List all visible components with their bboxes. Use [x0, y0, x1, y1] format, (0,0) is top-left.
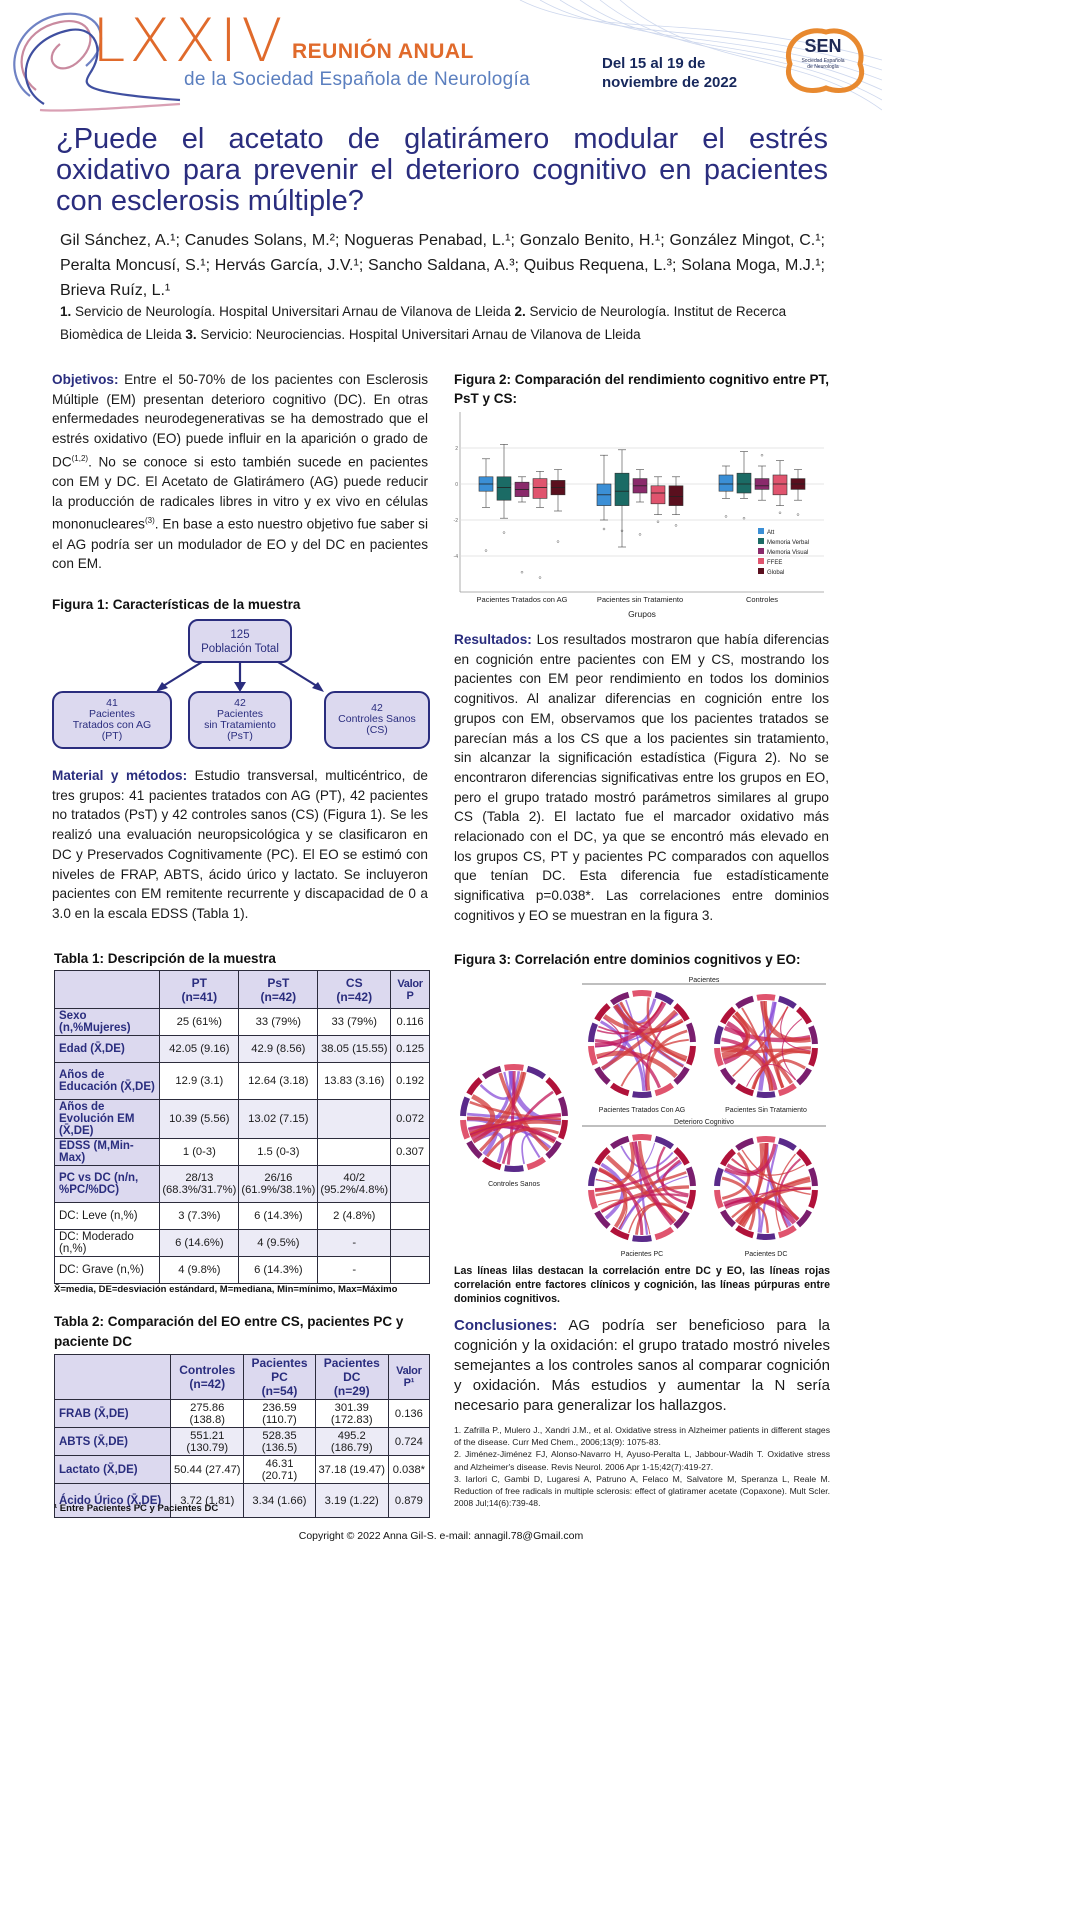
conclusiones-text: AG podría ser beneficioso para la cognición y la oxidación: el grupo tratado mostró niveles semejantes a los controles sanos al comparar cognición y oxidación. Más estudios y aumentar la N sería necesario para generalizar los hallazgos.	[454, 1317, 830, 1414]
fig2-outlier	[725, 515, 727, 517]
fig3-label-pc: Pacientes PC	[620, 1251, 664, 1258]
objetivos-section	[52, 370, 428, 574]
fig2-box-memoria-verbal	[737, 473, 751, 493]
table-1-cell-4-0: EDSS (M,Min-Max)	[55, 1139, 160, 1166]
fig2-legend-swatch	[758, 558, 764, 564]
table-row	[55, 1456, 430, 1484]
fig2-x-tick-label: Pacientes sin Tratamiento	[596, 595, 684, 604]
table-1-cell-6-1: 3 (7.3%)	[160, 1203, 239, 1230]
table-2-cell-2-1: 50.44 (27.47)	[171, 1456, 244, 1484]
chord-arc-segment	[737, 1141, 753, 1149]
chord-diagram-pc	[591, 1137, 693, 1239]
fig2-outlier	[539, 577, 541, 579]
chord-arc-segment	[633, 993, 652, 994]
chord-arc-segment	[779, 999, 795, 1007]
table-1-cell-4-3	[318, 1139, 391, 1166]
objetivos-citation-1: (1,2)	[71, 453, 89, 463]
authors: Gil Sánchez, A.¹; Canudes Solans, M.²; Nogueras Penabad, L.¹; Gonzalo Benito, H.¹; González Mingot, C.¹; Peralta Moncusí, S.¹; Hervás García, J.V.¹; Sancho Saldana, A.³; Quibus Requena, L.³; Solana Moga, M.J.¹; Brieva Ruíz, L.¹	[60, 232, 825, 299]
table-row	[55, 1400, 430, 1428]
affil-num-2: 2.	[514, 304, 526, 319]
chord-arc-segment	[655, 1229, 672, 1237]
affil-3: Servicio: Neurociencias. Hospital Universitari Arnau de Vilanova de Lleida	[196, 327, 641, 342]
objetivos-text-2: . No se conoce si esto también sucede en pacientes con EM y DC. El Acetato de Glatirámero (AG) puede reducir la producción de radicales libres in vitro y ex vivo en células mononucleares	[52, 454, 428, 532]
figure-2-boxplot	[452, 408, 832, 624]
table-1-cell-3-4: 0.072	[391, 1100, 430, 1139]
flow-total-n: 125	[230, 629, 250, 641]
chord-arc-segment	[527, 1069, 544, 1077]
table-1-cell-7-3: -	[318, 1230, 391, 1257]
fig3-header-deterioro: Deterioro Cognitivo	[674, 1119, 734, 1126]
table-row	[55, 1166, 430, 1203]
table-row	[55, 1139, 430, 1166]
chord-arc-segment	[612, 1139, 629, 1147]
table-1-cell-7-2: 4 (9.5%)	[239, 1230, 318, 1257]
table-2-cell-1-0: ABTS (X̄,DE)	[55, 1428, 171, 1456]
table-row	[55, 1100, 430, 1139]
fig2-y-tick: 2	[455, 446, 458, 452]
table-1-cell-5-2: 26/16 (61.9%/38.1%)	[239, 1166, 318, 1203]
table-1-cell-1-3: 38.05 (15.55)	[318, 1036, 391, 1063]
table-1-title: Tabla 1: Descripción de la muestra	[54, 951, 276, 966]
fig2-outlier	[485, 550, 487, 552]
chord-arc-segment	[798, 1211, 809, 1225]
flow-arrow-right	[278, 662, 320, 688]
table-1	[54, 970, 430, 1284]
fig2-box-memoria-verbal	[497, 477, 511, 500]
table-2	[54, 1354, 430, 1518]
figure-3-caption: Las líneas lilas destacan la correlación entre DC y EO, las líneas rojas correlación entre factores clínicos y cognición, las líneas púrpuras entre dominios cognitivos.	[454, 1265, 830, 1305]
table-2-cell-1-3: 495.2 (186.79)	[315, 1428, 388, 1456]
chord-arc-segment	[591, 1190, 595, 1208]
flow-pst-l3: (PsT)	[227, 730, 253, 742]
sen-logo-sub1: Sociedad Española	[801, 58, 845, 64]
table-1-cell-7-0: DC: Moderado (n,%)	[55, 1230, 160, 1257]
chord-arc-segment	[597, 1149, 609, 1164]
fig2-outlier	[743, 517, 745, 519]
table-2-cell-0-1: 275.86 (138.8)	[171, 1400, 244, 1428]
chord-arc-segment	[737, 999, 753, 1007]
fig2-outlier	[779, 512, 781, 514]
table-2-cell-0-2: 236.59 (110.7)	[244, 1400, 315, 1428]
table-2-cell-2-3: 37.18 (19.47)	[315, 1456, 388, 1484]
copyright-footer: Copyright © 2022 Anna Gil-S. e-mail: annagil.78@Gmail.com	[298, 1530, 584, 1542]
table-2-header-1: Controles (n=42)	[171, 1355, 244, 1400]
table-1-cell-5-3: 40/2 (95.2%/4.8%)	[318, 1166, 391, 1203]
chord-arc-segment	[723, 1009, 734, 1023]
table-row	[55, 1257, 430, 1284]
affil-2: Servicio de Neurología. Institut de Recerca Biomèdica de Lleida	[60, 304, 787, 342]
chord-arc-segment	[633, 1137, 652, 1138]
chord-arc-segment	[591, 1046, 595, 1064]
table-1-cell-6-4	[391, 1203, 430, 1230]
affil-num-3: 3.	[185, 327, 197, 342]
table-2-cell-3-1: 3.72 (1.81)	[171, 1484, 244, 1518]
flow-box-total	[189, 620, 291, 662]
table-row	[55, 1428, 430, 1456]
table-1-cell-4-4: 0.307	[391, 1139, 430, 1166]
chord-arc-segment	[723, 1151, 734, 1165]
chord-arc-segment	[689, 1046, 693, 1064]
chord-arc-segment	[527, 1159, 544, 1167]
fig2-legend-label: FFEE	[767, 560, 783, 566]
table-1-cell-0-3: 33 (79%)	[318, 1009, 391, 1036]
figure-1-flowchart	[52, 618, 430, 750]
table-2-cell-0-3: 301.39 (172.83)	[315, 1400, 388, 1428]
chord-arc-segment	[484, 1069, 501, 1077]
chord-arc-segment	[717, 1169, 721, 1187]
chord-arc-segment	[811, 1169, 815, 1187]
chord-arc-segment	[717, 1027, 721, 1045]
figure-3-title: Figura 3: Correlación entre dominios cognitivos y EO:	[454, 952, 801, 967]
table-1-cell-7-4	[391, 1230, 430, 1257]
fig2-legend-label: Global	[767, 570, 785, 576]
resultados-text: Los resultados mostraron que había diferencias en cognición entre pacientes con EM y CS, mostrando los pacientes con EM peor rendimiento en todos los dominios cognitivos. Al analizar diferencias en cognición entre los grupos con EM, observamos que los pacientes tratados se parecían más a los CS que a los pacientes sin tratamiento, sin alcanzar la significación estadística (Figura 2). No se encontraron diferencias significativas entre los grupos en EO, pero el grupo tratado mostró parámetros similares al grupo CS (Tabla 2). El lactato fue el marcador oxidativo más relacionado con el DC, ya que se encontró más elevado en los grupos CS, PT y pacientes PC comparados con aquellos que tenían DC. Esta diferencia fue estadísticamente significativa p=0.038*. Las correlaciones entre dominios cognitivos y EO se muestran en la figura 3.	[454, 632, 829, 923]
fig2-outlier	[675, 524, 677, 526]
chord-arc-segment	[633, 1094, 652, 1095]
fig2-legend-label: Memoria Verbal	[767, 540, 810, 546]
chord-diagram-cs	[463, 1067, 565, 1169]
flow-pt-l3: (PT)	[101, 730, 123, 742]
chord-link	[595, 1142, 633, 1190]
table-1-header-2: PsT (n=42)	[239, 971, 318, 1009]
chord-arc-segment	[689, 1190, 693, 1208]
fig2-box-global	[669, 486, 683, 506]
chord-arc-segment	[757, 997, 775, 998]
fig3-label-pt: Pacientes Tratados Con AG	[598, 1107, 686, 1114]
table-1-cell-3-3	[318, 1100, 391, 1139]
table-1-cell-0-1: 25 (61%)	[160, 1009, 239, 1036]
fig2-box-ffee	[533, 479, 547, 499]
affil-1: Servicio de Neurología. Hospital Universitari Arnau de Vilanova de Lleida	[71, 304, 515, 319]
flow-cs-l2: (CS)	[366, 724, 388, 736]
fig2-x-tick-label: Pacientes Tratados con AG	[476, 595, 568, 604]
table-1-cell-4-1: 1 (0-3)	[160, 1139, 239, 1166]
chord-arc-segment	[723, 1069, 734, 1083]
table-1-cell-1-1: 42.05 (9.16)	[160, 1036, 239, 1063]
table-2-footnote: ¹ Entre Pacientes PC y Pacientes DC	[54, 1503, 219, 1514]
chord-arc-segment	[811, 1190, 815, 1208]
chord-arc-segment	[798, 1069, 809, 1083]
fig2-box-memoria-verbal	[615, 473, 629, 505]
chord-arc-segment	[757, 1139, 775, 1140]
table-2-cell-1-4: 0.724	[388, 1428, 429, 1456]
flow-cs-l1: Controles Sanos	[338, 713, 416, 725]
figure-1-title: Figura 1: Características de la muestra	[52, 597, 301, 612]
fig2-legend-label: Att	[767, 530, 775, 536]
fig2-box-memoria-visual	[755, 479, 769, 490]
objetivos-heading: Objetivos:	[52, 372, 119, 387]
objetivos-citation-2: (3)	[144, 516, 155, 526]
table-1-cell-8-3: -	[318, 1257, 391, 1284]
edition-roman-numeral: LXXIV	[92, 6, 287, 76]
table-row	[55, 1230, 430, 1257]
fig2-outlier	[797, 514, 799, 516]
table-2-header-row	[55, 1355, 430, 1400]
table-2-header-3: Pacientes DC (n=29)	[315, 1355, 388, 1400]
table-1-cell-6-3: 2 (4.8%)	[318, 1203, 391, 1230]
table-2-cell-2-4: 0.038*	[388, 1456, 429, 1484]
chord-arc-segment	[561, 1120, 565, 1138]
flow-total-label: Población Total	[201, 643, 279, 655]
chord-arc-segment	[469, 1079, 481, 1094]
chord-arc-segment	[717, 1190, 721, 1208]
table-1-cell-5-1: 28/13 (68.3%/31.7%)	[160, 1166, 239, 1203]
flow-pt-l1: Pacientes	[88, 708, 136, 720]
table-1-cell-1-2: 42.9 (8.56)	[239, 1036, 318, 1063]
table-1-cell-0-0: Sexo (n,%Mujeres)	[55, 1009, 160, 1036]
table-1-cell-8-4	[391, 1257, 430, 1284]
chord-arc-segment	[811, 1048, 815, 1066]
fig2-box-ffee	[651, 486, 665, 504]
fig2-box-ffee	[773, 475, 787, 495]
sen-logo	[776, 22, 868, 98]
sociedad-label: de la Sociedad Española de Neurología	[184, 69, 530, 90]
fig2-x-axis-label: Grupos	[628, 609, 656, 619]
fig2-legend-swatch	[758, 568, 764, 574]
fig3-label-cs: Controles Sanos	[488, 1181, 540, 1188]
chord-arc-segment	[689, 1024, 693, 1042]
fig2-outlier	[503, 532, 505, 534]
table-1-cell-3-0: Años de Evolución EM (X̄,DE)	[55, 1100, 160, 1139]
table-2-header-0	[55, 1355, 171, 1400]
table-1-header-0	[55, 971, 160, 1009]
table-1-footnote: X̄=media, DE=desviación estándard, M=mediana, Min=mínimo, Max=Máximo	[54, 1284, 398, 1295]
objetivos-text-3: . En base a esto nuestro objetivo fue saber si el AG podría ser un modulador de EO y del DC en pacientes con EM.	[52, 516, 428, 572]
chord-arc-segment	[798, 1151, 809, 1165]
flow-pst-n: 42	[234, 697, 246, 709]
chord-arc-segment	[655, 995, 672, 1003]
chord-arc-segment	[597, 1068, 609, 1083]
chord-arc-segment	[655, 1139, 672, 1147]
affiliations	[60, 300, 830, 346]
table-1-header-4: Valor P	[391, 971, 430, 1009]
figure-2-title: Figura 2: Comparación del rendimiento cognitivo entre PT, PsT y CS:	[454, 372, 830, 406]
flow-cs-n: 42	[371, 702, 383, 714]
table-1-cell-2-2: 12.64 (3.18)	[239, 1063, 318, 1100]
chord-arc-segment	[561, 1098, 565, 1116]
reunion-anual-label: REUNIÓN ANUAL	[292, 40, 474, 63]
table-1-cell-2-4: 0.192	[391, 1063, 430, 1100]
table-row	[55, 1036, 430, 1063]
table-1-cell-6-2: 6 (14.3%)	[239, 1203, 318, 1230]
table-1-cell-3-1: 10.39 (5.56)	[160, 1100, 239, 1139]
chord-arc-segment	[505, 1168, 524, 1169]
table-row	[55, 1009, 430, 1036]
chord-arc-segment	[469, 1142, 481, 1157]
chord-arc-segment	[757, 1094, 775, 1095]
table-1-cell-7-1: 6 (14.6%)	[160, 1230, 239, 1257]
flow-pst-l1: Pacientes	[216, 708, 264, 720]
table-1-cell-8-0: DC: Grave (n,%)	[55, 1257, 160, 1284]
table-2-cell-0-0: FRAB (X̄,DE)	[55, 1400, 171, 1428]
table-2-cell-2-2: 46.31 (20.71)	[244, 1456, 315, 1484]
table-2-cell-3-4: 0.879	[388, 1484, 429, 1518]
fig2-outlier	[557, 541, 559, 543]
table-1-cell-6-0: DC: Leve (n,%)	[55, 1203, 160, 1230]
chord-arc-segment	[591, 1168, 595, 1186]
chord-diagram-pt	[591, 993, 693, 1095]
flow-pt-n: 41	[106, 697, 118, 709]
material-section	[52, 766, 428, 924]
sen-logo-text: SEN	[804, 36, 842, 56]
fig2-outlier	[603, 528, 605, 530]
affil-num-1: 1.	[60, 304, 72, 319]
table-2-cell-0-4: 0.136	[388, 1400, 429, 1428]
objetivos-text-1: Entre el 50-70% de los pacientes con Esclerosis Múltiple (EM) presentan deterioro cognitivo (DC). En otras enfermedades neurodegenerativas se ha demostrado que el estrés oxidativo (EO) puede influir en la aparición o grado de DC	[52, 372, 428, 470]
chord-arc-segment	[675, 1005, 687, 1020]
chord-arc-segment	[689, 1168, 693, 1186]
chord-arc-segment	[633, 1238, 652, 1239]
chord-arc-segment	[591, 1024, 595, 1042]
fig2-y-tick: -4	[453, 554, 458, 560]
chord-arc-segment	[505, 1067, 524, 1068]
material-text: Estudio transversal, multicéntrico, de tres grupos: 41 pacientes tratados con AG (PT), 42 pacientes no tratados (PsT) y 42 controles sanos (CS) (Figura 1). Se les realizó una evaluación neuropsicológica y se clasificaron en DC y Preservados Cognitivamente (PC). El EO se estimó con niveles de FRAP, ABTS, ácido úrico y lactato. Se incluyeron pacientes con EM remitente recurrente y discapacidad de 0 a 3.0 en la escala EDSS (Tabla 1).	[52, 768, 428, 921]
table-1-header-row	[55, 971, 430, 1009]
table-2-cell-3-2: 3.34 (1.66)	[244, 1484, 315, 1518]
table-row	[55, 1063, 430, 1100]
table-1-header-3: CS (n=42)	[318, 971, 391, 1009]
table-1-cell-0-2: 33 (79%)	[239, 1009, 318, 1036]
table-row	[55, 1203, 430, 1230]
poster-title: ¿Puede el acetato de glatirámero modular el estrés oxidativo para prevenir el deterioro cognitivo en pacientes con esclerosis múltiple?	[56, 123, 828, 217]
chord-arc-segment	[547, 1079, 559, 1094]
poster-header	[0, 0, 882, 118]
table-1-cell-1-4: 0.125	[391, 1036, 430, 1063]
reference-3: 3. Iarlori C, Gambi D, Lugaresi A, Patruno A, Felaco M, Salvatore M, Speranza L, Reale M. Reduction of free radicals in multiple sclerosis: effect of glatiramer acetate (Copaxone). Mult Scler. 2008 Jul;14(6):739-48.	[454, 1473, 830, 1509]
chord-arc-segment	[779, 1141, 795, 1149]
chord-link	[621, 1146, 673, 1169]
table-1-cell-1-0: Edad (X̄,DE)	[55, 1036, 160, 1063]
fig2-y-tick: 0	[455, 482, 458, 488]
fig2-outlier	[521, 571, 523, 573]
conclusiones-section	[454, 1316, 830, 1416]
chord-diagram-dc	[717, 1139, 815, 1237]
table-2-cell-1-1: 551.21 (130.79)	[171, 1428, 244, 1456]
table-2-cell-1-2: 528.35 (136.5)	[244, 1428, 315, 1456]
table-2-title: Tabla 2: Comparación del EO entre CS, pacientes PC y paciente DC	[54, 1314, 404, 1349]
chord-arc-segment	[463, 1120, 467, 1138]
table-1-cell-5-4	[391, 1166, 430, 1203]
chord-arc-segment	[675, 1212, 687, 1227]
chord-arc-segment	[723, 1211, 734, 1225]
fig3-header-pacientes: Pacientes	[688, 977, 720, 984]
table-2-cell-3-3: 3.19 (1.22)	[315, 1484, 388, 1518]
reference-2: 2. Jiménez-Jiménez FJ, Alonso-Navarro H, Ayuso-Peralta L, Jabbour-Wadih T. Oxidative stress and Alzheimer's disease. Revis Neurol. 2006 Apr 1-15;42(7):419-27.	[454, 1449, 830, 1472]
resultados-heading: Resultados:	[454, 632, 532, 647]
sen-logo-sub2: de Neurología	[807, 64, 839, 70]
fig2-outlier	[657, 521, 659, 523]
flow-pt-l2: Tratados con AG	[72, 719, 152, 731]
table-2-cell-3-0: Ácido Úrico (X̄,DE)	[55, 1484, 171, 1518]
table-1-cell-2-3: 13.83 (3.16)	[318, 1063, 391, 1100]
chord-arc-segment	[717, 1048, 721, 1066]
fig3-label-pst: Pacientes Sin Tratamiento	[725, 1107, 807, 1114]
event-dates	[602, 54, 737, 92]
material-heading: Material y métodos:	[52, 768, 188, 783]
fig2-y-tick: -2	[453, 518, 458, 524]
fig2-outlier	[639, 533, 641, 535]
table-2-header-4: Valor P¹	[388, 1355, 429, 1400]
references	[454, 1424, 830, 1509]
chord-arc-segment	[463, 1098, 467, 1116]
reference-1: 1. Zafrilla P., Mulero J., Xandri J.M., et al. Oxidative stress in Alzheimer patients in different stages of the disease. Curr Med Chem., 2006;13(9): 1075-83.	[454, 1425, 830, 1448]
fig2-x-tick-label: Controles	[745, 595, 779, 604]
fig2-box-att	[719, 475, 733, 491]
fig2-outlier	[761, 454, 763, 456]
table-1-cell-2-1: 12.9 (3.1)	[160, 1063, 239, 1100]
fig2-legend-swatch	[758, 538, 764, 544]
fig2-legend-label: Memoria Visual	[767, 550, 809, 556]
chord-arc-segment	[612, 1085, 629, 1093]
fig3-label-dc: Pacientes DC	[744, 1251, 788, 1258]
chord-arc-segment	[737, 1086, 753, 1094]
flow-pst-l2: sin Tratamiento	[204, 719, 276, 731]
table-1-cell-3-2: 13.02 (7.15)	[239, 1100, 318, 1139]
resultados-section	[454, 630, 829, 926]
fig2-legend-swatch	[758, 528, 764, 534]
figure-3-chord-diagrams	[454, 974, 834, 1262]
table-1-cell-2-0: Años de Educación (X̄,DE)	[55, 1063, 160, 1100]
dates-line-2: noviembre de 2022	[602, 74, 738, 91]
table-1-cell-4-2: 1.5 (0-3)	[239, 1139, 318, 1166]
table-1-header-1: PT (n=41)	[160, 971, 239, 1009]
table-2-header-2: Pacientes PC (n=54)	[244, 1355, 315, 1400]
fig2-legend-swatch	[758, 548, 764, 554]
table-1-cell-5-0: PC vs DC (n/n, %PC/%DC)	[55, 1166, 160, 1203]
flow-arrow-left	[160, 662, 202, 688]
chord-arc-segment	[612, 1229, 629, 1237]
dates-line-1: Del 15 al 19 de	[602, 55, 706, 72]
table-1-cell-8-1: 4 (9.8%)	[160, 1257, 239, 1284]
table-1-cell-0-4: 0.116	[391, 1009, 430, 1036]
chord-arc-segment	[779, 1228, 795, 1236]
table-1-cell-8-2: 6 (14.3%)	[239, 1257, 318, 1284]
chord-diagram-pst	[717, 997, 815, 1095]
chord-arc-segment	[811, 1027, 815, 1045]
chord-arc-segment	[757, 1236, 775, 1237]
table-2-cell-2-0: Lactato (X̄,DE)	[55, 1456, 171, 1484]
conclusiones-heading: Conclusiones:	[454, 1317, 558, 1334]
